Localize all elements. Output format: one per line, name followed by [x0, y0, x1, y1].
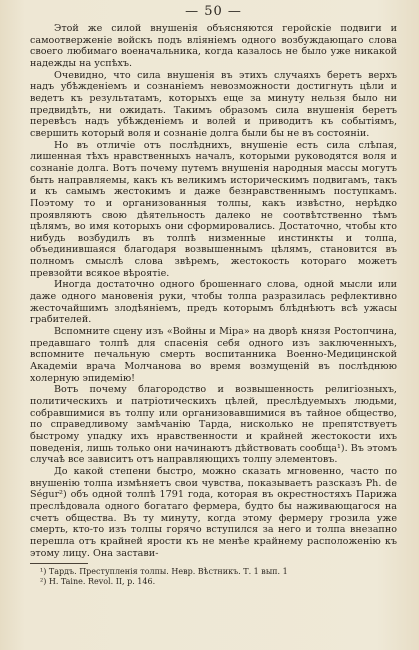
- paragraph: До какой степени быстро, можно сказать мгновенно, часто по внушенію толпа измѣняетъ свои чувства, показываетъ разсказъ Ph. de Ségur²) объ одной толпѣ 1791 года, которая въ окрестностяхъ Парижа преслѣдовала одного богатаго фермера, будто бы наживающагося на счетъ общества. Въ ту минуту, когда этому фермеру грозила уже смерть, кто-то изъ толпы горячо вступился за него и толпа внезапно перешла отъ крайней ярости къ не менѣе крайнему расположенію къ этому лицу. Она застави-: [30, 465, 397, 559]
- paragraph: Но въ отличіе отъ послѣднихъ, внушеніе есть сила слѣпая, лишенная тѣхъ нравственныхъ началъ, которыми руководятся воля и сознаніе долга. Вотъ почему путемъ внушенія народныя массы могутъ быть направляемы, какъ къ великимъ историческимъ подвигамъ, такъ и къ самымъ жестокимъ и даже безнравственнымъ поступкамъ. Поэтому то и организованныя толпы, какъ извѣстно, нерѣдко проявляютъ свою дѣятельность далеко не соотвѣтственно тѣмъ цѣлямъ, во имя которыхъ они сформировались. Достаточно, чтобы кто нибудь возбудилъ въ толпѣ низменные инстинкты и толпа, объединившаяся благодаря возвышеннымъ цѣлямъ, становится въ полномъ смыслѣ слова звѣремъ, жестокость котораго можетъ превзойти всякое вѣроятіе.: [30, 139, 397, 279]
- footnote: ²) Н. Taine. Revol. II, p. 146.: [40, 577, 156, 587]
- body-text: [30, 23, 397, 559]
- paragraph: Иногда достаточно одного брошеннаго слова, одной мысли или даже одного мановенія руки, чтобы толпа разразилась рефлективно жесточайшимъ злодѣяніемъ, предъ которымъ блѣднѣютъ всѣ ужасы грабителей.: [30, 279, 397, 326]
- paragraph: Вспомните сцену изъ «Войны и Міра» на дворѣ князя Ростопчина, предавшаго толпѣ для спасенія себя одного изъ заключенныхъ, вспомните печальную смерть воспитанника Военно-Медицинской Академіи врача Молчанова во время возмущеній въ послѣднюю холерную эпидемію!: [30, 326, 397, 384]
- paragraph: Этой же силой внушенія объясняются геройскіе подвиги и самоотверженіе войскъ подъ вліяніемъ одного возбуждающаго слова своего любимаго военачальника, когда казалось не было уже никакой надежды на успѣхъ.: [30, 23, 397, 69]
- footnote-divider: [30, 563, 88, 564]
- paragraph: Очевидно, что сила внушенія въ этихъ случаяхъ беретъ верхъ надъ убѣжденіемъ и сознаніемъ невозможности достигнуть цѣли и ведетъ къ результатамъ, которыхъ еще за минуту нельзя было ни предвидѣть, ни ожидать. Такимъ образомъ сила внушенія беретъ перевѣсъ надъ убѣжденіемъ и волей и приводитъ къ событіямъ, свершить который воля и сознаніе долга были бы не въ состояніи.: [30, 69, 397, 139]
- page-number: — 50 —: [185, 4, 242, 19]
- paragraph: Вотъ почему благородство и возвышенность религіозныхъ, политическихъ и патріотическихъ цѣлей, преслѣдуемыхъ людьми, собравшимися въ толпу или организовавшимися въ тайное общество, по справедливому замѣчанію Тарда, нисколько не препятствуетъ быстрому упадку ихъ нравственности и крайней жестокости ихъ поведенія, лишь только они начинаютъ дѣйствовать сообща¹). Въ этомъ случаѣ все зависитъ отъ направляющихъ толпу элементовъ.: [30, 384, 397, 466]
- footnote: ¹) Тардъ. Преступленія толпы. Невр. Вѣстникъ. Т. 1 вып. 1: [40, 567, 288, 577]
